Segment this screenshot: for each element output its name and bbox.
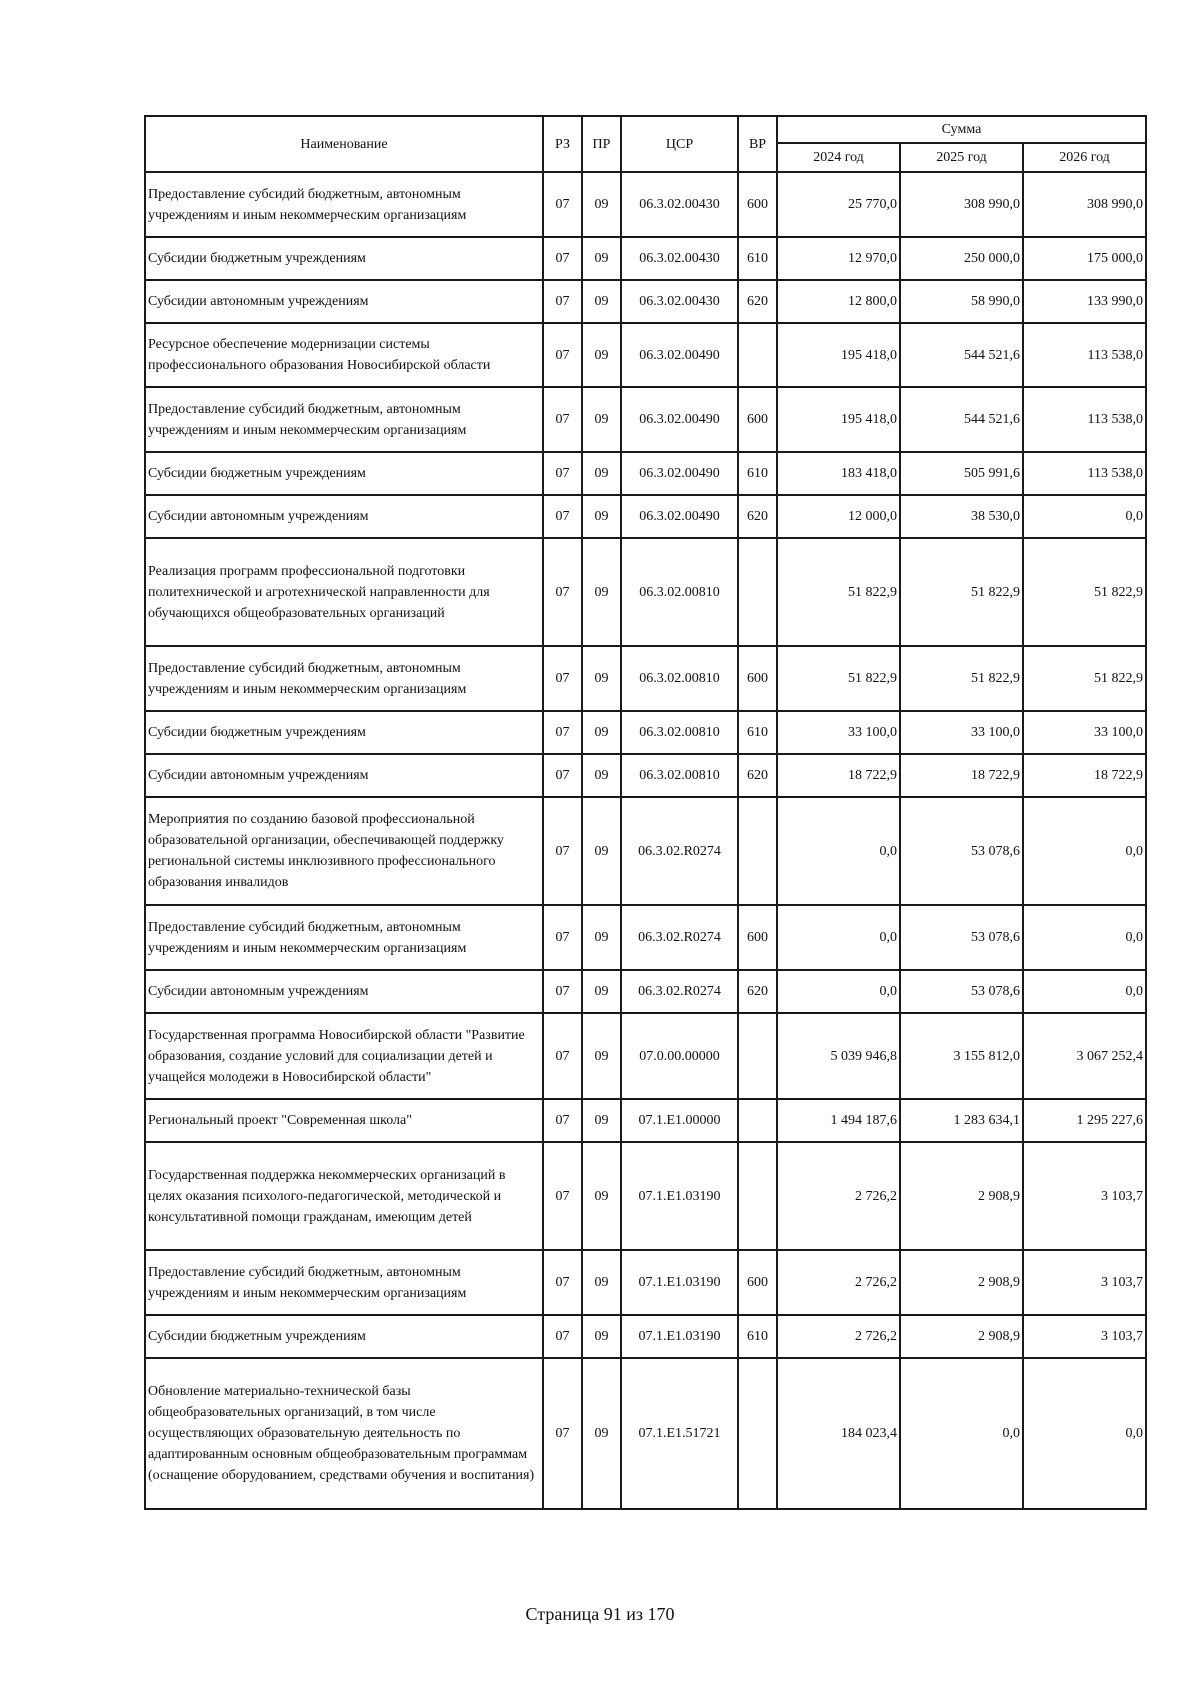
table-row (145, 495, 1146, 538)
row-amount-2026: 18 722,9 (1023, 754, 1146, 797)
row-amount-2024: 195 418,0 (777, 387, 900, 452)
row-amount-2024: 184 023,4 (777, 1358, 900, 1509)
row-amount-2025: 2 908,9 (900, 1315, 1023, 1358)
row-rz: 07 (543, 1142, 582, 1250)
row-csr: 06.3.02.00430 (621, 172, 738, 237)
row-csr: 06.3.02.00810 (621, 711, 738, 754)
row-name: Мероприятия по созданию базовой профессиональной образовательной организации, обеспечивающей поддержку региональной системы инклюзивного профессионального образования инвалидов (145, 797, 543, 905)
header-year-2026: 2026 год (1023, 143, 1146, 172)
row-vr (738, 1142, 777, 1250)
table-row (145, 1358, 1146, 1509)
row-amount-2024: 12 000,0 (777, 495, 900, 538)
row-name: Субсидии бюджетным учреждениям (145, 452, 543, 495)
row-pr: 09 (582, 646, 621, 711)
row-vr: 600 (738, 387, 777, 452)
row-rz: 07 (543, 754, 582, 797)
table-row (145, 172, 1146, 237)
row-amount-2024: 2 726,2 (777, 1250, 900, 1315)
row-amount-2024: 51 822,9 (777, 538, 900, 646)
row-pr: 09 (582, 970, 621, 1013)
row-pr: 09 (582, 172, 621, 237)
row-amount-2024: 1 494 187,6 (777, 1099, 900, 1142)
row-vr: 600 (738, 172, 777, 237)
row-amount-2026: 51 822,9 (1023, 646, 1146, 711)
table-row (145, 387, 1146, 452)
row-amount-2025: 53 078,6 (900, 797, 1023, 905)
row-pr: 09 (582, 538, 621, 646)
row-rz: 07 (543, 323, 582, 387)
row-name: Субсидии бюджетным учреждениям (145, 1315, 543, 1358)
row-pr: 09 (582, 754, 621, 797)
row-vr: 610 (738, 237, 777, 280)
table-row (145, 754, 1146, 797)
row-rz: 07 (543, 495, 582, 538)
row-amount-2025: 53 078,6 (900, 905, 1023, 970)
row-pr: 09 (582, 280, 621, 323)
row-name: Предоставление субсидий бюджетным, автономным учреждениям и иным некоммерческим организациям (145, 1250, 543, 1315)
row-csr: 06.3.02.00810 (621, 754, 738, 797)
table-row (145, 237, 1146, 280)
header-sum: Сумма (777, 116, 1146, 143)
row-csr: 07.0.00.00000 (621, 1013, 738, 1099)
header-year-2025: 2025 год (900, 143, 1023, 172)
row-pr: 09 (582, 1315, 621, 1358)
row-rz: 07 (543, 538, 582, 646)
row-amount-2026: 0,0 (1023, 905, 1146, 970)
row-vr: 600 (738, 1250, 777, 1315)
row-rz: 07 (543, 1358, 582, 1509)
table-row (145, 1013, 1146, 1099)
row-rz: 07 (543, 452, 582, 495)
row-vr: 600 (738, 905, 777, 970)
row-vr: 620 (738, 970, 777, 1013)
row-pr: 09 (582, 452, 621, 495)
row-amount-2025: 53 078,6 (900, 970, 1023, 1013)
row-pr: 09 (582, 1013, 621, 1099)
row-amount-2025: 51 822,9 (900, 538, 1023, 646)
row-name: Субсидии бюджетным учреждениям (145, 711, 543, 754)
table-row (145, 1250, 1146, 1315)
row-name: Региональный проект "Современная школа" (145, 1099, 543, 1142)
row-csr: 07.1.E1.00000 (621, 1099, 738, 1142)
row-amount-2024: 183 418,0 (777, 452, 900, 495)
row-csr: 06.3.02.00490 (621, 387, 738, 452)
row-name: Субсидии автономным учреждениям (145, 970, 543, 1013)
table-row (145, 323, 1146, 387)
table-body (145, 172, 1146, 1509)
row-amount-2026: 3 103,7 (1023, 1315, 1146, 1358)
row-amount-2024: 12 800,0 (777, 280, 900, 323)
row-amount-2025: 250 000,0 (900, 237, 1023, 280)
row-csr: 06.3.02.00490 (621, 323, 738, 387)
header-vr: ВР (738, 116, 777, 172)
row-name: Ресурсное обеспечение модернизации системы профессионального образования Новосибирской области (145, 323, 543, 387)
row-amount-2026: 175 000,0 (1023, 237, 1146, 280)
row-rz: 07 (543, 646, 582, 711)
row-rz: 07 (543, 970, 582, 1013)
row-amount-2026: 0,0 (1023, 797, 1146, 905)
row-rz: 07 (543, 1013, 582, 1099)
row-rz: 07 (543, 797, 582, 905)
row-amount-2026: 51 822,9 (1023, 538, 1146, 646)
row-pr: 09 (582, 1250, 621, 1315)
row-amount-2025: 2 908,9 (900, 1250, 1023, 1315)
row-amount-2025: 2 908,9 (900, 1142, 1023, 1250)
row-name: Предоставление субсидий бюджетным, автономным учреждениям и иным некоммерческим организациям (145, 387, 543, 452)
row-amount-2026: 113 538,0 (1023, 452, 1146, 495)
row-csr: 06.3.02.R0274 (621, 970, 738, 1013)
page-number: Страница 91 из 170 (525, 1604, 675, 1624)
row-name: Государственная поддержка некоммерческих организаций в целях оказания психолого-педагогической, методической и консультативной помощи гражданам, имеющим детей (145, 1142, 543, 1250)
header-rz: РЗ (543, 116, 582, 172)
row-amount-2024: 33 100,0 (777, 711, 900, 754)
row-amount-2024: 195 418,0 (777, 323, 900, 387)
row-rz: 07 (543, 905, 582, 970)
row-amount-2024: 5 039 946,8 (777, 1013, 900, 1099)
row-amount-2025: 544 521,6 (900, 323, 1023, 387)
row-pr: 09 (582, 905, 621, 970)
header-csr: ЦСР (621, 116, 738, 172)
row-name: Предоставление субсидий бюджетным, автономным учреждениям и иным некоммерческим организациям (145, 646, 543, 711)
row-rz: 07 (543, 711, 582, 754)
row-csr: 07.1.E1.03190 (621, 1250, 738, 1315)
row-amount-2024: 25 770,0 (777, 172, 900, 237)
row-amount-2025: 544 521,6 (900, 387, 1023, 452)
row-vr (738, 1013, 777, 1099)
row-csr: 06.3.02.00430 (621, 237, 738, 280)
row-csr: 06.3.02.00490 (621, 452, 738, 495)
row-amount-2026: 3 067 252,4 (1023, 1013, 1146, 1099)
row-vr: 620 (738, 280, 777, 323)
row-pr: 09 (582, 237, 621, 280)
row-name: Субсидии автономным учреждениям (145, 495, 543, 538)
row-pr: 09 (582, 1358, 621, 1509)
row-amount-2026: 3 103,7 (1023, 1142, 1146, 1250)
row-csr: 06.3.02.00490 (621, 495, 738, 538)
row-csr: 06.3.02.R0274 (621, 797, 738, 905)
row-pr: 09 (582, 495, 621, 538)
row-vr (738, 1358, 777, 1509)
row-name: Обновление материально-технической базы общеобразовательных организаций, в том числе осуществляющих образовательную деятельность по адаптированным основным общеобразовательным программам (оснащение оборудованием, средствами обучения и воспитания) (145, 1358, 543, 1509)
row-pr: 09 (582, 387, 621, 452)
row-amount-2026: 113 538,0 (1023, 387, 1146, 452)
row-pr: 09 (582, 323, 621, 387)
table-row (145, 711, 1146, 754)
table-row (145, 452, 1146, 495)
row-amount-2026: 133 990,0 (1023, 280, 1146, 323)
row-amount-2024: 0,0 (777, 797, 900, 905)
row-name: Субсидии автономным учреждениям (145, 280, 543, 323)
row-amount-2024: 12 970,0 (777, 237, 900, 280)
row-pr: 09 (582, 711, 621, 754)
table-row (145, 1099, 1146, 1142)
row-amount-2024: 18 722,9 (777, 754, 900, 797)
row-vr (738, 323, 777, 387)
row-amount-2025: 0,0 (900, 1358, 1023, 1509)
row-amount-2026: 3 103,7 (1023, 1250, 1146, 1315)
row-amount-2026: 1 295 227,6 (1023, 1099, 1146, 1142)
row-name: Субсидии бюджетным учреждениям (145, 237, 543, 280)
row-csr: 06.3.02.R0274 (621, 905, 738, 970)
row-vr (738, 1099, 777, 1142)
row-name: Реализация программ профессиональной подготовки политехнической и агротехнической направленности для обучающихся общеобразовательных организаций (145, 538, 543, 646)
row-rz: 07 (543, 1250, 582, 1315)
row-amount-2025: 308 990,0 (900, 172, 1023, 237)
row-amount-2025: 505 991,6 (900, 452, 1023, 495)
row-amount-2024: 51 822,9 (777, 646, 900, 711)
row-name: Субсидии автономным учреждениям (145, 754, 543, 797)
row-rz: 07 (543, 280, 582, 323)
row-pr: 09 (582, 1142, 621, 1250)
row-amount-2025: 58 990,0 (900, 280, 1023, 323)
table-row (145, 1142, 1146, 1250)
row-amount-2025: 38 530,0 (900, 495, 1023, 538)
table-row (145, 970, 1146, 1013)
row-amount-2026: 33 100,0 (1023, 711, 1146, 754)
row-amount-2024: 0,0 (777, 970, 900, 1013)
row-vr: 600 (738, 646, 777, 711)
row-amount-2025: 33 100,0 (900, 711, 1023, 754)
row-csr: 07.1.E1.03190 (621, 1315, 738, 1358)
row-rz: 07 (543, 387, 582, 452)
row-rz: 07 (543, 1315, 582, 1358)
row-vr (738, 538, 777, 646)
row-amount-2026: 308 990,0 (1023, 172, 1146, 237)
row-pr: 09 (582, 1099, 621, 1142)
header-name: Наименование (145, 116, 543, 172)
header-year-2024: 2024 год (777, 143, 900, 172)
row-amount-2025: 3 155 812,0 (900, 1013, 1023, 1099)
row-vr: 620 (738, 495, 777, 538)
row-rz: 07 (543, 172, 582, 237)
row-csr: 07.1.E1.03190 (621, 1142, 738, 1250)
row-csr: 06.3.02.00430 (621, 280, 738, 323)
table-row (145, 905, 1146, 970)
row-vr: 610 (738, 711, 777, 754)
row-vr: 610 (738, 452, 777, 495)
row-amount-2026: 113 538,0 (1023, 323, 1146, 387)
row-amount-2026: 0,0 (1023, 970, 1146, 1013)
table-row (145, 797, 1146, 905)
row-pr: 09 (582, 797, 621, 905)
row-amount-2026: 0,0 (1023, 1358, 1146, 1509)
row-name: Государственная программа Новосибирской области "Развитие образования, создание условий для социализации детей и учащейся молодежи в Новосибирской области" (145, 1013, 543, 1099)
header-pr: ПР (582, 116, 621, 172)
row-amount-2025: 1 283 634,1 (900, 1099, 1023, 1142)
row-amount-2025: 51 822,9 (900, 646, 1023, 711)
table-row (145, 280, 1146, 323)
row-rz: 07 (543, 237, 582, 280)
row-vr (738, 797, 777, 905)
table-row (145, 646, 1146, 711)
budget-table (144, 115, 1147, 1510)
row-vr: 620 (738, 754, 777, 797)
table-row (145, 538, 1146, 646)
row-name: Предоставление субсидий бюджетным, автономным учреждениям и иным некоммерческим организациям (145, 905, 543, 970)
row-amount-2024: 0,0 (777, 905, 900, 970)
table-row (145, 1315, 1146, 1358)
row-amount-2026: 0,0 (1023, 495, 1146, 538)
row-vr: 610 (738, 1315, 777, 1358)
row-amount-2024: 2 726,2 (777, 1315, 900, 1358)
row-name: Предоставление субсидий бюджетным, автономным учреждениям и иным некоммерческим организациям (145, 172, 543, 237)
row-csr: 07.1.E1.51721 (621, 1358, 738, 1509)
row-csr: 06.3.02.00810 (621, 538, 738, 646)
row-csr: 06.3.02.00810 (621, 646, 738, 711)
row-amount-2025: 18 722,9 (900, 754, 1023, 797)
row-amount-2024: 2 726,2 (777, 1142, 900, 1250)
row-rz: 07 (543, 1099, 582, 1142)
